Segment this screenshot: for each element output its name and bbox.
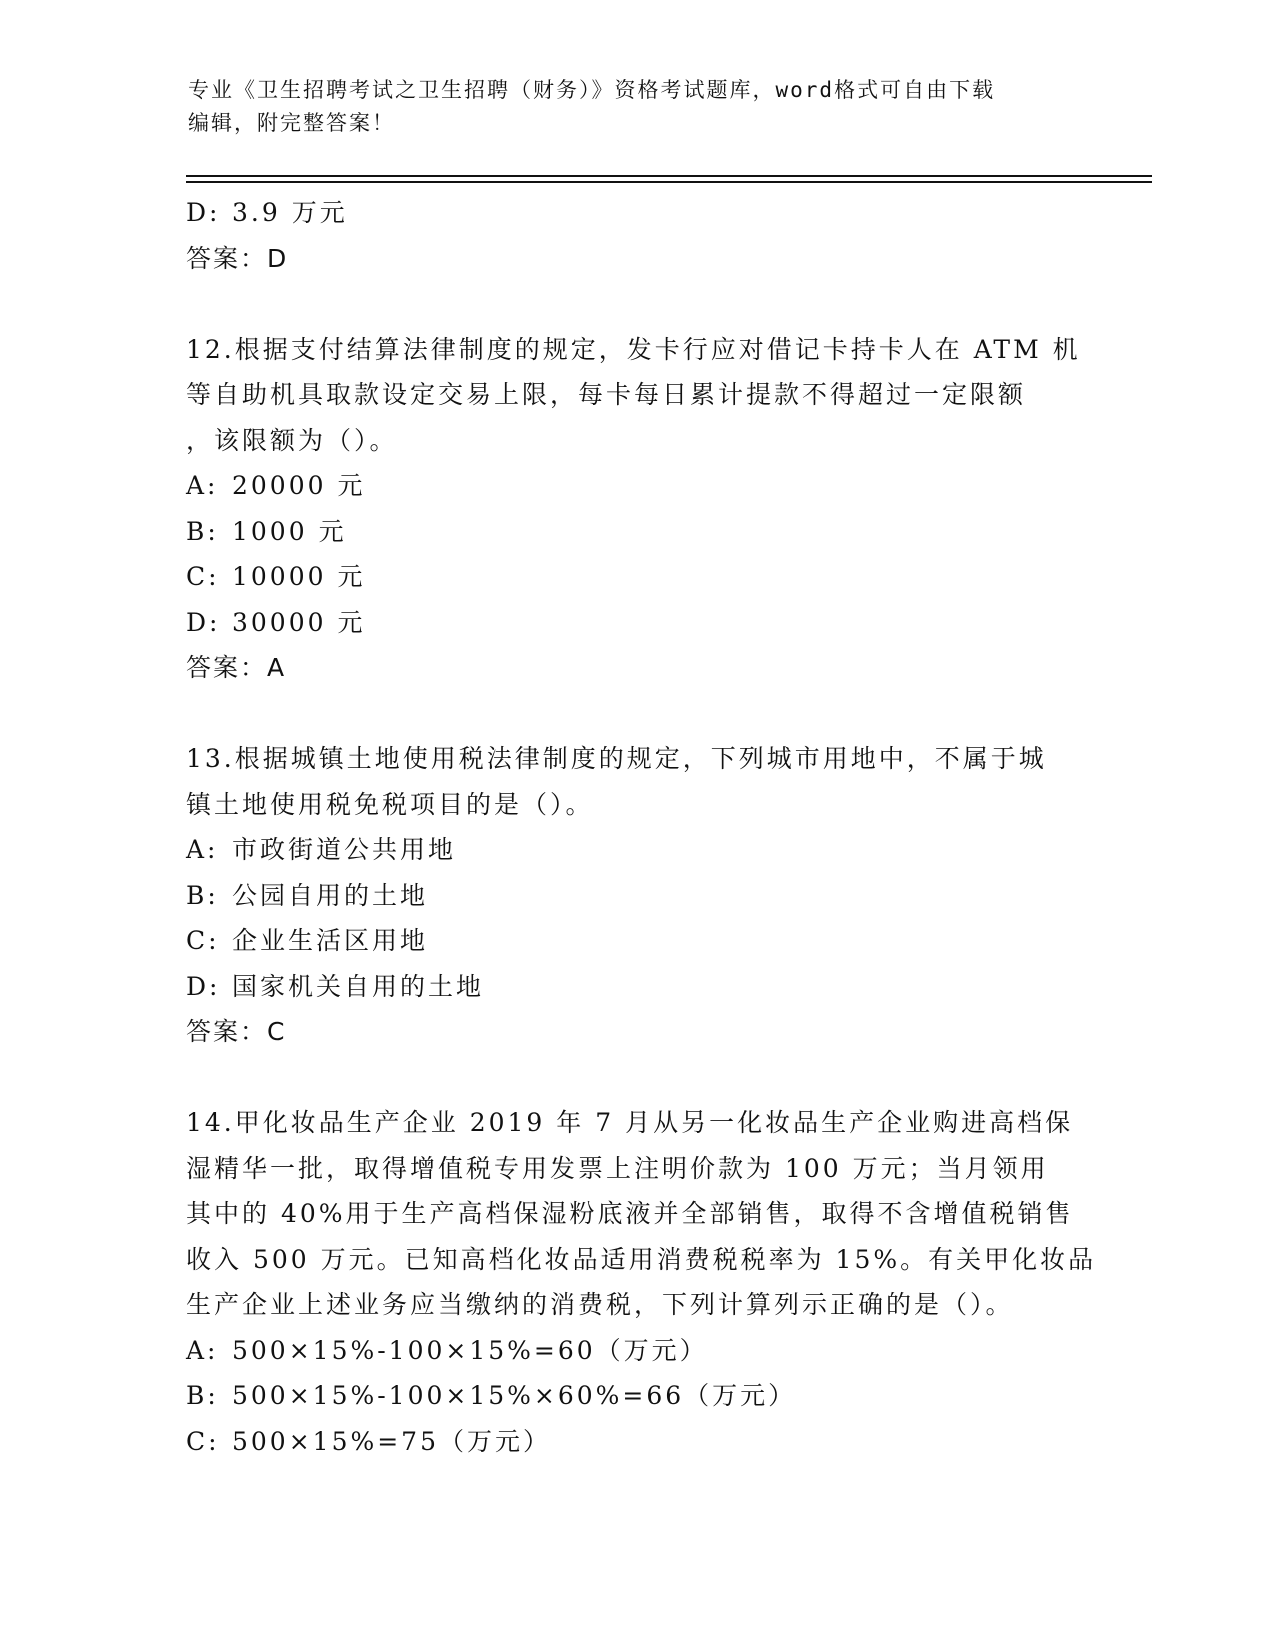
option-label: B: (186, 516, 219, 546)
header-divider-bottom (186, 181, 1152, 183)
question-13-option-b (186, 873, 1086, 919)
question-14-line-5: 生产企业上述业务应当缴纳的消费税，下列计算列示正确的是（）。 (186, 1290, 1014, 1319)
question-14-option-c (186, 1419, 1086, 1465)
question-12-option-d (186, 600, 1086, 646)
prev-answer: 答案：D (186, 243, 289, 273)
question-12-line-3: ，该限额为（）。 (186, 425, 398, 455)
question-12-option-b (186, 509, 1086, 555)
option-text: 500×15%-100×15%×60%=66（万元） (232, 1381, 797, 1410)
question-12-line-1: 12.根据支付结算法律制度的规定，发卡行应对借记卡持卡人在 ATM 机 (186, 334, 1081, 364)
option-text: 国家机关自用的土地 (232, 971, 485, 1001)
option-label: A: (186, 1335, 219, 1365)
question-14-line-4: 收入 500 万元。已知高档化妆品适用消费税税率为 15%。有关甲化妆品 (186, 1244, 1097, 1274)
option-label: C: (186, 926, 220, 955)
header-divider-top (186, 175, 1152, 177)
option-label: A: (186, 471, 219, 500)
question-content (186, 190, 1097, 1464)
document-header (188, 74, 1088, 140)
option-text: 3.9 万元 (232, 198, 348, 227)
option-label: B: (186, 880, 219, 910)
option-text: 1000 元 (232, 516, 347, 546)
question-14-line-1: 14.甲化妆品生产企业 2019 年 7 月从另一化妆品生产企业购进高档保 (186, 1108, 1074, 1137)
option-text: 500×15%-100×15%=60（万元） (232, 1335, 708, 1365)
option-text: 公园自用的土地 (232, 880, 429, 910)
question-13 (186, 736, 1086, 1055)
question-12 (186, 327, 1086, 691)
question-13-line-1: 13.根据城镇土地使用税法律制度的规定，下列城市用地中，不属于城 (186, 744, 1047, 773)
spacer (186, 691, 1086, 737)
question-14 (186, 1100, 1097, 1464)
option-text: 20000 元 (232, 471, 366, 500)
option-label: C: (186, 562, 220, 591)
option-label: B: (186, 1381, 219, 1410)
question-12-option-c (186, 554, 1086, 600)
question-13-option-a (186, 827, 1086, 873)
question-14-line-2: 湿精华一批，取得增值税专用发票上注明价款为 100 万元；当月领用 (186, 1153, 1049, 1183)
prev-option-d (186, 190, 1086, 236)
header-line-1: 专业《卫生招聘考试之卫生招聘（财务）》资格考试题库，word格式可自由下载 (188, 78, 996, 102)
question-13-option-c (186, 918, 1086, 964)
option-text: 市政街道公共用地 (232, 835, 457, 864)
question-14-line-3: 其中的 40%用于生产高档保湿粉底液并全部销售，取得不含增值税销售 (186, 1199, 1074, 1228)
spacer (186, 281, 1086, 327)
option-label: D: (186, 971, 221, 1001)
option-text: 30000 元 (232, 607, 366, 637)
question-12-option-a (186, 463, 1086, 509)
option-label: C: (186, 1426, 220, 1456)
option-label: A: (186, 835, 219, 864)
question-13-answer: 答案：C (186, 1017, 287, 1046)
spacer (186, 1055, 1086, 1101)
question-14-option-a (186, 1328, 1086, 1374)
option-label: D: (186, 607, 221, 637)
question-14-option-b (186, 1373, 1086, 1419)
question-13-line-2: 镇土地使用税免税项目的是（）。 (186, 789, 594, 819)
question-12-answer: 答案：A (186, 653, 287, 682)
option-label: D: (186, 198, 221, 227)
option-text: 企业生活区用地 (232, 926, 429, 955)
question-13-option-d (186, 964, 1086, 1010)
question-12-line-2: 等自助机具取款设定交易上限，每卡每日累计提款不得超过一定限额 (186, 380, 1027, 409)
header-line-2: 编辑，附完整答案！ (188, 111, 395, 135)
option-text: 500×15%=75（万元） (232, 1426, 551, 1456)
option-text: 10000 元 (232, 562, 366, 591)
